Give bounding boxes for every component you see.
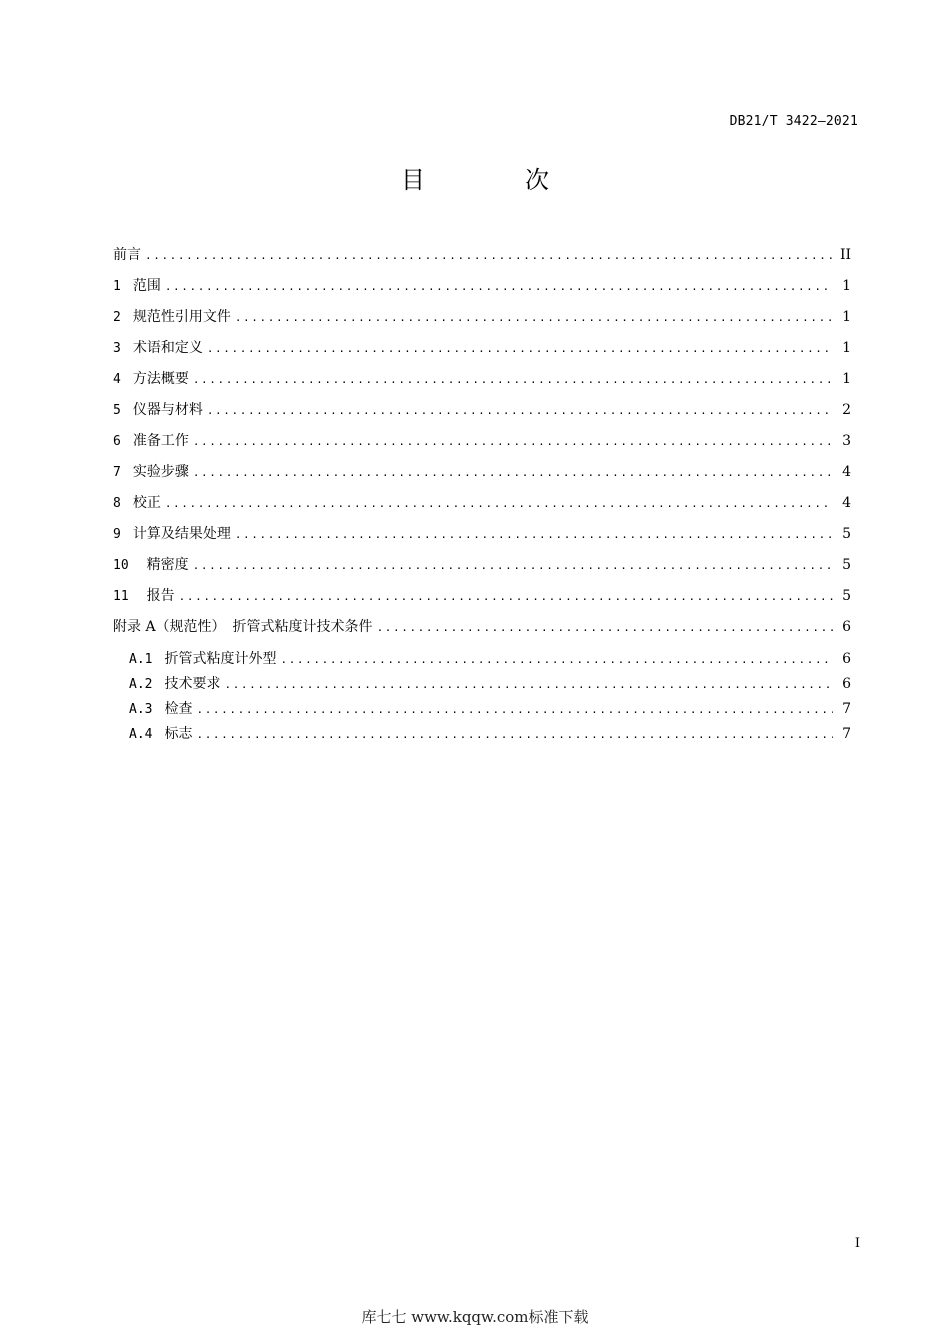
toc-entry-4[interactable]	[113, 364, 851, 395]
toc-entry-annex-a[interactable]	[113, 612, 851, 643]
toc-entry-label: 精密度	[146, 557, 189, 573]
toc-entry-number: 1	[113, 279, 121, 294]
toc-entry-page: 5	[842, 557, 851, 573]
dot-leader	[165, 271, 833, 302]
toc-entry-label: 技术要求	[164, 676, 221, 692]
toc-entry-5[interactable]	[113, 395, 851, 426]
toc-entry-label: 检查	[164, 701, 193, 717]
toc-entry-7[interactable]	[113, 457, 851, 488]
toc-entry-9[interactable]	[113, 519, 851, 550]
toc-entry-page: II	[839, 247, 851, 263]
document-code: DB21/T 3422—2021	[729, 114, 858, 129]
dot-leader	[207, 333, 833, 364]
toc-entry-label: 仪器与材料	[132, 402, 203, 418]
toc-entry-number: 7	[113, 465, 121, 480]
toc-entry-label: 校正	[132, 495, 161, 511]
toc-entry-number: A.4	[129, 727, 153, 742]
toc-entry-number: 8	[113, 496, 121, 511]
toc-subentry-a3[interactable]	[113, 697, 851, 722]
dot-leader	[377, 612, 833, 643]
toc-entry-number: 11	[113, 589, 129, 604]
dot-leader	[165, 488, 833, 519]
toc-entry-number: 6	[113, 434, 121, 449]
toc-entry-page: 3	[842, 433, 851, 449]
dot-leader	[196, 697, 833, 722]
toc-entry-10[interactable]	[113, 550, 851, 581]
toc-entry-label: 方法概要	[132, 371, 189, 387]
toc-entry-page: 5	[842, 526, 851, 542]
dot-leader	[224, 672, 833, 697]
toc-entry-page: 1	[842, 309, 851, 325]
dot-leader	[196, 722, 833, 747]
dot-leader	[235, 519, 833, 550]
toc-entry-number: A.2	[129, 677, 153, 692]
toc-entry-label: 规范性引用文件	[132, 309, 231, 325]
toc-entry-page: 7	[842, 726, 851, 742]
toc-entry-label: 计算及结果处理	[132, 526, 231, 542]
toc-entry-number: 9	[113, 527, 121, 542]
toc-entry-foreword[interactable]	[113, 240, 851, 271]
dot-leader	[193, 364, 833, 395]
toc-entry-11[interactable]	[113, 581, 851, 612]
toc-entry-number: A.3	[129, 702, 153, 717]
toc-entry-number: 2	[113, 310, 121, 325]
toc-entry-label: 范围	[132, 278, 161, 294]
toc-entry-page: 1	[842, 278, 851, 294]
toc-entry-3[interactable]	[113, 333, 851, 364]
toc-entry-page: 6	[842, 676, 851, 692]
dot-leader	[207, 395, 833, 426]
toc-entry-number: 10	[113, 558, 129, 573]
dot-leader	[145, 240, 833, 271]
dot-leader	[193, 426, 833, 457]
toc-entry-page: 4	[842, 495, 851, 511]
toc-entry-number: 4	[113, 372, 121, 387]
dot-leader	[193, 550, 833, 581]
dot-leader	[179, 581, 833, 612]
toc-entry-page: 5	[842, 588, 851, 604]
toc-entry-number: 5	[113, 403, 121, 418]
watermark-footer: 库七七 www.kqqw.com标准下载	[361, 1308, 589, 1326]
toc-entry-number: A.1	[129, 652, 153, 667]
toc-entry-label: 实验步骤	[132, 464, 189, 480]
toc-entry-page: 1	[842, 340, 851, 356]
page-number: I	[854, 1236, 860, 1251]
toc-entry-label: 报告	[146, 588, 175, 604]
dot-leader	[235, 302, 833, 333]
toc-subentry-a2[interactable]	[113, 672, 851, 697]
toc-subentry-a1[interactable]	[113, 647, 851, 672]
toc-entry-label: 标志	[164, 726, 193, 742]
toc-entry-6[interactable]	[113, 426, 851, 457]
dot-leader	[280, 647, 833, 672]
toc-entry-page: 6	[842, 619, 851, 635]
toc-entry-label: 折管式粘度计外型	[164, 651, 277, 667]
toc-subentry-a4[interactable]	[113, 722, 851, 747]
toc-entry-number: 3	[113, 341, 121, 356]
toc-entry-page: 1	[842, 371, 851, 387]
toc-entry-8[interactable]	[113, 488, 851, 519]
toc-entry-1[interactable]	[113, 271, 851, 302]
toc-entry-page: 7	[842, 701, 851, 717]
dot-leader	[193, 457, 833, 488]
page-title: 目 次	[401, 166, 587, 194]
toc-entry-label: 准备工作	[132, 433, 189, 449]
table-of-contents	[113, 240, 851, 747]
toc-entry-label: 附录 A（规范性） 折管式粘度计技术条件	[113, 619, 373, 635]
toc-entry-label: 前言	[113, 247, 141, 263]
toc-entry-page: 6	[842, 651, 851, 667]
toc-entry-page: 2	[842, 402, 851, 418]
toc-entry-2[interactable]	[113, 302, 851, 333]
toc-entry-page: 4	[842, 464, 851, 480]
toc-entry-label: 术语和定义	[132, 340, 203, 356]
